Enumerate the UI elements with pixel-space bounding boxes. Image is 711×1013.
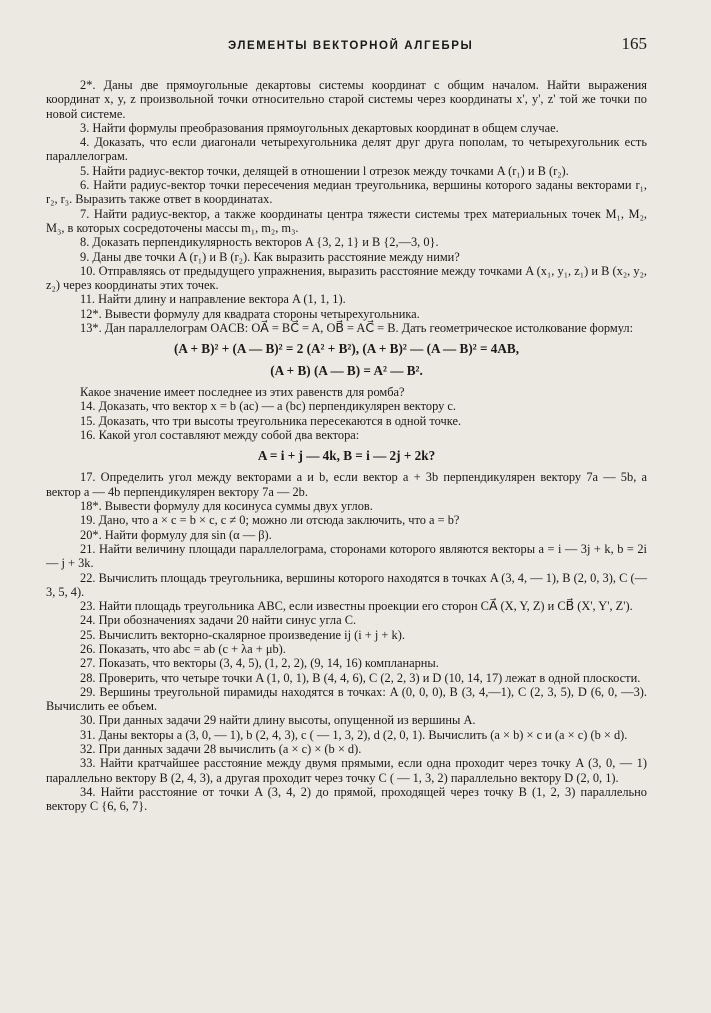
formula-line: A = i + j — 4k, B = i — 2j + 2k? — [257, 448, 436, 464]
exercise-paragraph: 22. Вычислить площадь треугольника, вершины которого находятся в точках A (3, 4, — 1), B (2, 0, 3), C (—3, 5, 4). — [46, 570, 647, 599]
exercise-paragraph: 12*. Вывести формулу для квадрата стороны четырехугольника. — [80, 306, 420, 321]
exercise-paragraph: 29. Вершины треугольной пирамиды находятся в точках: A (0, 0, 0), B (3, 4,—1), C (2, 3, 5), D (6, 0, —3). Вычислить ее объем. — [46, 684, 647, 714]
exercise-paragraph: 11. Найти длину и направление вектора A (1, 1, 1). — [80, 292, 346, 307]
exercise-paragraph: 30. При данных задачи 29 найти длину высоты, опущенной из вершины A. — [80, 713, 476, 728]
exercise-paragraph: 9. Даны две точки A (r₁) и B (r₂). Как выразить расстояние между ними? — [80, 249, 460, 264]
formula-line: (A + B) (A — B) = A² — B². — [270, 362, 423, 378]
exercise-paragraph: 25. Вычислить векторно-скалярное произведение ij (i + j + k). — [80, 627, 405, 642]
running-header — [46, 34, 647, 60]
exercise-paragraph: 17. Определить угол между векторами a и b, если вектор a + 3b перпендикулярен вектору 7a — 5b, а вектор a — 4b перпендикулярен вектору 7a — 2b. — [46, 470, 647, 499]
exercise-paragraph: 33. Найти кратчайшее расстояние между двумя прямыми, если одна проходит через точку A (3, 0, — 1) параллельно вектору B (2, 4, 3), а другая проходит через точку C ( — 1, 3, 2) параллельно вектору D (2, 0, 1). — [46, 756, 647, 785]
exercise-list — [46, 78, 647, 814]
exercise-paragraph: 3. Найти формулы преобразования прямоугольных декартовых координат в общем случае. — [80, 120, 559, 135]
exercise-paragraph: 15. Доказать, что три высоты треугольника пересекаются в одной точке. — [80, 413, 462, 428]
exercise-paragraph: 24. При обозначениях задачи 20 найти синус угла C. — [80, 613, 357, 628]
exercise-paragraph: 32. При данных задачи 28 вычислить (a × c) × (b × d). — [80, 742, 362, 757]
exercise-paragraph: 23. Найти площадь треугольника ABC, если известны проекции его сторон CA⃗ (X, Y, Z) и CB⃗ (X', Y', Z'). — [80, 599, 633, 614]
exercise-paragraph: 20*. Найти формулу для sin (α — β). — [80, 527, 272, 542]
exercise-paragraph: 16. Какой угол составляют между собой два вектора: — [80, 427, 360, 442]
exercise-paragraph: 14. Доказать, что вектор x = b (ac) — a (bc) перпендикулярен вектору c. — [80, 399, 457, 414]
exercise-paragraph: 31. Даны векторы a (3, 0, — 1), b (2, 4, 3), c ( — 1, 3, 2), d (2, 0, 1). Вычислить (a × b) × c и (a × c) (b × d). — [80, 727, 628, 742]
exercise-paragraph: 4. Доказать, что если диагонали четырехугольника делят друг друга пополам, то четырехугольник есть параллелограм. — [46, 135, 647, 164]
exercise-paragraph: Какое значение имеет последнее из этих равенств для ромба? — [80, 384, 405, 399]
page-number: 165 — [621, 34, 647, 53]
exercise-paragraph: 18*. Вывести формулу для косинуса суммы двух углов. — [80, 499, 373, 514]
exercise-paragraph: 13*. Дан параллелограм OACB: OA⃗ = BC⃗ = A, OB⃗ = AC⃗ = B. Дать геометрическое истолкование формул: — [80, 321, 634, 336]
exercise-paragraph: 21. Найти величину площади параллелограма, сторонами которого являются векторы a = i — 3j + k, b = 2i — j + 3k. — [46, 541, 647, 571]
exercise-paragraph: 10. Отправляясь от предыдущего упражнения, выразить расстояние между точками A (x₁, y₁, z₁) и B (x₂, y₂, z₂) через координаты этих точек. — [46, 263, 647, 293]
exercise-paragraph: 6. Найти радиус-вектор точки пересечения медиан треугольника, вершины которого заданы векторами r₁, r₂, r₃. Выразить также ответ в координатах. — [46, 178, 647, 207]
exercise-paragraph: 2*. Даны две прямоугольные декартовы системы координат с общим началом. Найти выражения координат x, y, z произвольной точки относительно старой системы через координаты x', y', z' той же точки по новой системе. — [46, 78, 647, 121]
exercise-paragraph: 8. Доказать перпендикулярность векторов A {3, 2, 1} и B {2,—3, 0}. — [80, 235, 439, 250]
exercise-paragraph: 28. Проверить, что четыре точки A (1, 0, 1), B (4, 4, 6), C (2, 2, 3) и D (10, 14, 17) лежат в одной плоскости. — [80, 670, 641, 685]
exercise-paragraph: 34. Найти расстояние от точки A (3, 4, 2) до прямой, проходящей через точку B (1, 2, 3) параллельно вектору C {6, 6, 7}. — [46, 784, 647, 814]
chapter-title: ЭЛЕМЕНТЫ ВЕКТОРНОЙ АЛГЕБРЫ — [228, 40, 474, 52]
formula-line: (A + B)² + (A — B)² = 2 (A² + B²), (A + B)² — (A — B)² = 4AB, — [173, 341, 519, 357]
exercise-paragraph: 27. Показать, что векторы (3, 4, 5), (1, 2, 2), (9, 14, 16) компланарны. — [80, 656, 439, 671]
exercise-paragraph: 7. Найти радиус-вектор, а также координаты центра тяжести системы трех материальных точек M₁, M₂, M₃, в которых сосредоточены массы m₁, m₂, m₃. — [46, 206, 647, 235]
exercise-paragraph: 26. Показать, что abc = ab (c + λa + μb). — [80, 641, 286, 656]
exercise-paragraph: 19. Дано, что a × c = b × c, c ≠ 0; можно ли отсюда заключить, что a = b? — [80, 513, 460, 528]
exercise-paragraph: 5. Найти радиус-вектор точки, делящей в отношении l отрезок между точками A (r₁) и B (r₂). — [80, 163, 569, 178]
